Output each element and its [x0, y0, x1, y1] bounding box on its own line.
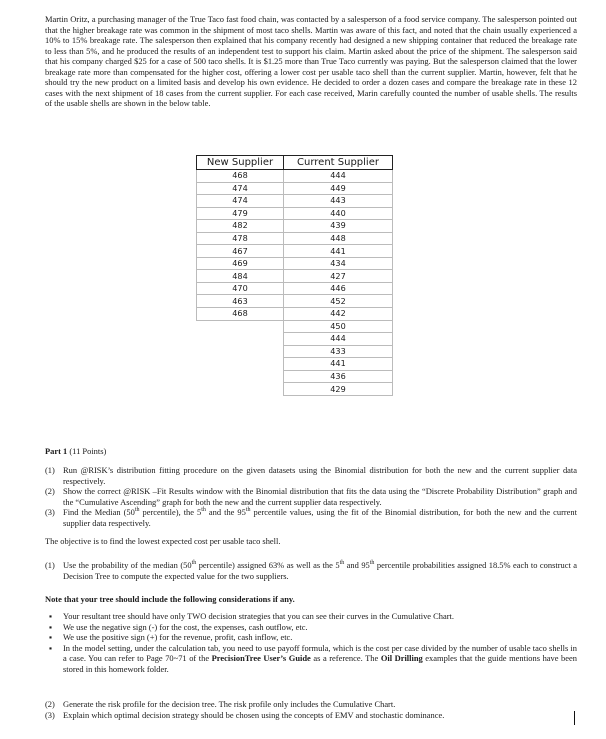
considerations-list	[45, 611, 577, 674]
table-row	[197, 282, 393, 295]
table-row	[197, 257, 393, 270]
current-supplier-cell: 429	[284, 383, 393, 396]
current-supplier-cell: 449	[284, 182, 393, 195]
question-item	[45, 560, 577, 581]
new-supplier-cell	[197, 383, 284, 396]
table-row	[197, 383, 393, 396]
objective-text: The objective is to find the lowest expected cost per usable taco shell.	[45, 536, 281, 546]
table-row	[197, 170, 393, 183]
new-supplier-cell: 467	[197, 245, 284, 258]
question-number: (3)	[45, 507, 55, 518]
bullet-icon: ▪	[49, 642, 52, 653]
new-supplier-cell: 470	[197, 282, 284, 295]
question-number: (2)	[45, 699, 55, 709]
question-text: Show the correct @RISK –Fit Results window with the Binomial distribution that fits the data using the “Discrete Probability Distribution” graph and the “Cumulative Ascending” graph for both the new and the current supplier data respectively.	[63, 486, 577, 507]
consideration-text: We use the negative sign (-) for the cost, the expenses, cash outflow, etc.	[63, 621, 308, 632]
new-supplier-cell: 478	[197, 232, 284, 245]
current-supplier-cell: 433	[284, 345, 393, 358]
table-row	[197, 232, 393, 245]
text-part: Use the probability of the median (50	[63, 560, 192, 570]
new-supplier-cell: 463	[197, 295, 284, 308]
new-supplier-cell: 468	[197, 308, 284, 321]
question-number: (1)	[45, 560, 55, 570]
new-supplier-cell: 482	[197, 220, 284, 233]
question-number: (2)	[45, 486, 55, 497]
question-item	[45, 465, 577, 486]
table-row	[197, 358, 393, 371]
note-heading: Note that your tree should include the following considerations if any.	[45, 594, 295, 604]
consideration-text	[63, 643, 577, 675]
table-row	[197, 207, 393, 220]
question-number: (3)	[45, 709, 55, 720]
part1-title	[45, 446, 106, 457]
superscript: th	[201, 507, 206, 514]
consideration-item	[45, 643, 577, 675]
intro-paragraph: Martin Oritz, a purchasing manager of the True Taco fast food chain, was contacted by a salesperson of a food service company. The salesperson pointed out that the higher breakage rate was common in the shipment of most taco shells. Martin was aware of this fact, and noted that the chain usually experienced a 10% to 15% breakage rate. The salesperson then explained that his company recently had designed a new shipping container that reduced the breakage rate to less than 5%, and he produced the results of an independent test to support his claim. Martin asked about the price of the shipment. The salesperson said that his company charged $25 for a case of 500 taco shells. It is $1.25 more than True Taco currently was paying. But the salesperson claimed that the lower breakage rate more than compensated for the higher cost, offering a lower cost per usable taco shell than the current supplier. Martin, however, felt that he should try the new product on a limited basis and develop his own evidence. He decided to order a dozen cases and compare the breakage rate in these 12 cases with the next shipment of 18 cases from the current supplier. For each case received, Marin carefully counted the number of usable shells. The results of the usable shells are shown in the below table.	[45, 14, 577, 109]
table-row	[197, 195, 393, 208]
example-reference: Oil Drilling	[380, 653, 423, 664]
question-text: Run @RISK’s distribution fitting procedure on the given datasets using the Binomial distribution for both the new and the current supplier data respectively.	[63, 465, 577, 486]
superscript: th	[191, 560, 197, 567]
current-supplier-cell: 450	[284, 320, 393, 333]
table-row	[197, 220, 393, 233]
header-new-supplier: New Supplier	[197, 156, 284, 170]
table-row	[197, 245, 393, 258]
superscript: th	[134, 507, 140, 514]
consideration-item	[45, 632, 577, 643]
consideration-text: We use the positive sign (+) for the revenue, profit, cash inflow, etc.	[63, 632, 293, 643]
new-supplier-cell	[197, 333, 284, 346]
usable-shells-table	[196, 155, 393, 396]
new-supplier-cell	[197, 320, 284, 333]
header-current-supplier: Current Supplier	[284, 156, 393, 170]
current-supplier-cell: 452	[284, 295, 393, 308]
current-supplier-cell: 436	[284, 370, 393, 383]
bullet-icon: ▪	[49, 611, 52, 621]
superscript: th	[339, 560, 345, 567]
table-row	[197, 270, 393, 283]
final-question-list	[45, 699, 577, 720]
question-item	[45, 486, 577, 507]
current-supplier-cell: 444	[284, 333, 393, 346]
table-row	[197, 345, 393, 358]
new-supplier-cell: 484	[197, 270, 284, 283]
question-item	[45, 699, 577, 710]
table-row	[197, 370, 393, 383]
new-supplier-cell: 479	[197, 207, 284, 220]
decision-question-list	[45, 560, 577, 581]
consideration-text: Your resultant tree should have only TWO decision strategies that you can see their curves in the Cumulative Chart.	[63, 611, 454, 621]
table-row	[197, 320, 393, 333]
table-row	[197, 333, 393, 346]
current-supplier-cell: 448	[284, 232, 393, 245]
table-row	[197, 295, 393, 308]
superscript: th	[369, 560, 375, 567]
question-text	[63, 507, 577, 528]
table-row	[197, 308, 393, 321]
new-supplier-cell	[197, 345, 284, 358]
new-supplier-cell	[197, 358, 284, 371]
new-supplier-cell: 468	[197, 170, 284, 183]
superscript: th	[245, 507, 251, 514]
current-supplier-cell: 446	[284, 282, 393, 295]
new-supplier-cell: 474	[197, 195, 284, 208]
current-supplier-cell: 442	[284, 308, 393, 321]
text-part: percentile) assigned 63% as well as the 5	[196, 560, 340, 570]
new-supplier-cell: 469	[197, 257, 284, 270]
question-number: (1)	[45, 465, 55, 475]
bullet-icon: ▪	[49, 632, 52, 643]
new-supplier-cell: 474	[197, 182, 284, 195]
text-cursor	[574, 711, 575, 725]
current-supplier-cell: 444	[284, 170, 393, 183]
bullet-icon: ▪	[49, 621, 52, 632]
text-part: examples that the guide mentions have been stored in this homework folder.	[63, 653, 577, 674]
current-supplier-cell: 440	[284, 207, 393, 220]
text-part: and the 95	[205, 507, 246, 518]
consideration-item	[45, 622, 577, 633]
question-item	[45, 710, 577, 721]
question-text: Generate the risk profile for the decision tree. The risk profile only includes the Cumulative Chart.	[63, 699, 396, 709]
current-supplier-cell: 434	[284, 257, 393, 270]
text-part: percentile probabilities assigned 18.5% each to construct a Decision Tree to compute the expected value for the two suppliers.	[63, 560, 578, 581]
text-part: percentile values, using the fit of the Binomial distribution, for both the new and the current supplier data respectively.	[63, 507, 577, 528]
text-part: Find the Median (50	[63, 507, 135, 518]
part1-label: Part 1	[45, 446, 68, 456]
current-supplier-cell: 441	[284, 358, 393, 371]
current-supplier-cell: 427	[284, 270, 393, 283]
question-text: Explain which optimal decision strategy should be chosen using the concepts of EMV and stochastic dominance.	[63, 709, 445, 720]
new-supplier-cell	[197, 370, 284, 383]
part1-question-list	[45, 465, 577, 528]
current-supplier-cell: 439	[284, 220, 393, 233]
question-item	[45, 507, 577, 528]
consideration-item	[45, 611, 577, 622]
guide-reference: PrecisionTree User’s Guide	[211, 653, 311, 664]
text-part: and 95	[344, 560, 370, 570]
current-supplier-cell: 441	[284, 245, 393, 258]
text-part: as a reference. The	[310, 653, 381, 664]
table-row	[197, 182, 393, 195]
question-text	[63, 560, 577, 581]
part1-points: (11 Points)	[69, 446, 107, 456]
text-part: percentile), the 5	[139, 507, 202, 518]
current-supplier-cell: 443	[284, 195, 393, 208]
text-part: In the model setting, under the calculation tab, you need to use payoff formula, which is the cost per case divided by the number of usable taco shells in a case. You can refer to Page 70~71 of the	[63, 642, 577, 664]
